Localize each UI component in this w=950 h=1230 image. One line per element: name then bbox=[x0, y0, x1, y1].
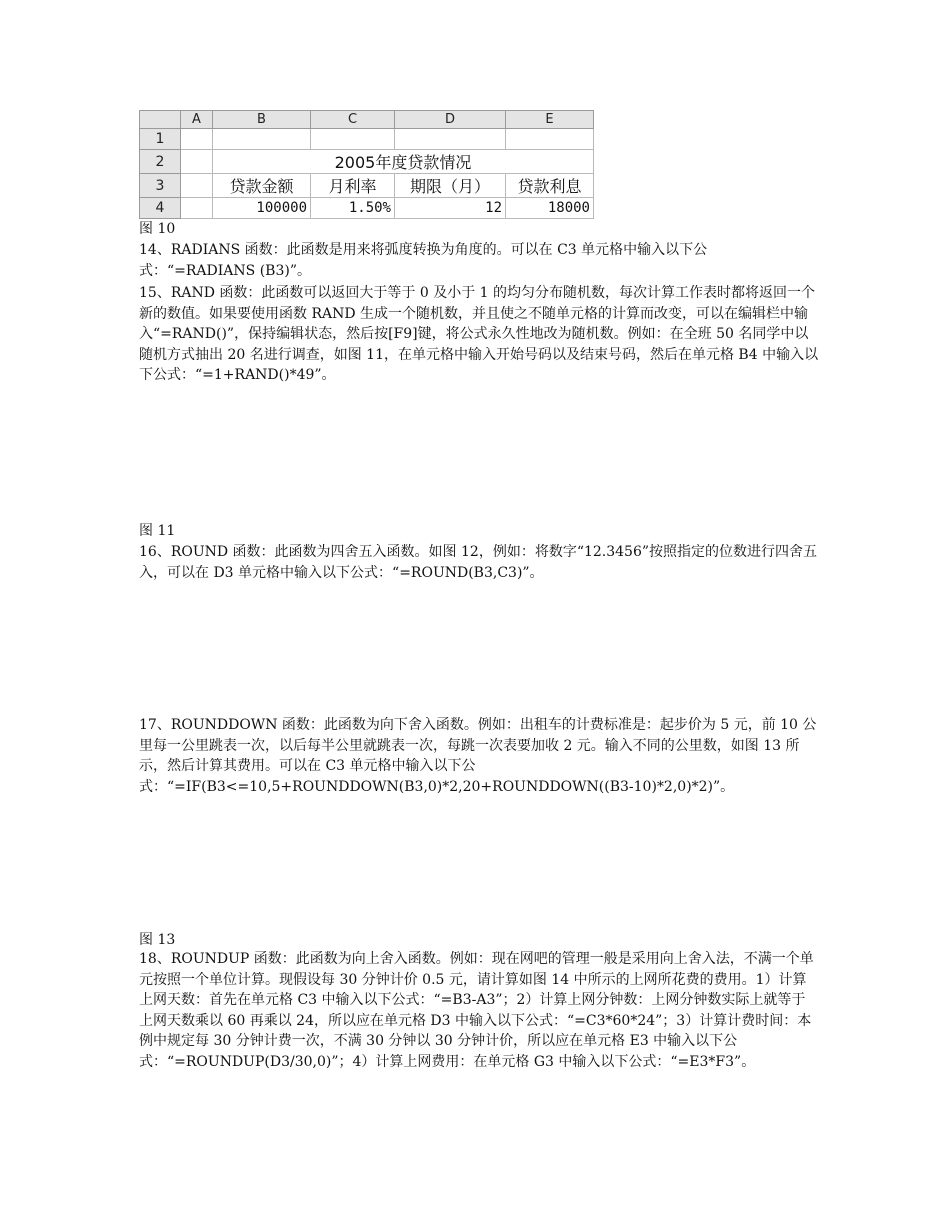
cell-d4: 12 bbox=[395, 198, 506, 219]
paragraph-roundup: 18、ROUNDUP 函数：此函数为向上舍入函数。例如：现在网吧的管理一般是采用向上舍入法，不满一个单元按照一个单位计算。现假设每 30 分钟计价 0.5 元，请计算如图 14 中所示的上网所花费的费用。1）计算上网天数：首先在单元格 C3 中输入以下公式：“=B3-A3”；2）计算上网分钟数：上网分钟数实际上就等于上网天数乘以 60 再乘以 24，所以应在单元格 D3 中输入以下公式：“=C3*60*24”；3）计算计费时间：本例中规定每 30 分钟计费一次，不满 30 分钟以 30 分钟计价，所以应在单元格 E3 中输入以下公式：“=ROUNDUP(D3/30,0)”；4）计算上网费用：在单元格 G3 中输入以下公式：“=E3*F3”。 bbox=[139, 951, 814, 1070]
cell-b3-loan-amount: 贷款金额 bbox=[213, 174, 311, 198]
sheet-row-3 bbox=[140, 174, 594, 198]
figure-caption-13: 图 13 bbox=[139, 932, 176, 948]
cell-e3-interest: 贷款利息 bbox=[506, 174, 594, 198]
paragraph-radians: 14、RADIANS 函数：此函数是用来将弧度转换为角度的。可以在 C3 单元格中输入以下公式：“=RADIANS (B3)”。 bbox=[139, 242, 708, 279]
row-header-2: 2 bbox=[140, 150, 181, 174]
sheet-row-1 bbox=[140, 129, 594, 150]
cell-b4: 100000 bbox=[213, 198, 311, 219]
sheet-row-4 bbox=[140, 198, 594, 219]
spreadsheet-grid bbox=[139, 110, 594, 219]
paragraph-rand: 15、RAND 函数：此函数可以返回大于等于 0 及小于 1 的均匀分布随机数，每次计算工作表时都将返回一个新的数值。如果要使用函数 RAND 生成一个随机数，并且使之不随单元格的计算而改变，可以在编辑栏中输入“=RAND()”，保持编辑状态，然后按[F9]键，将公式永久性地改为随机数。例如：在全班 50 名同学中以随机方式抽出 20 名进行调查，如图 11，在单元格中输入开始号码以及结束号码，然后在单元格 B4 中输入以下公式：“=1+RAND()*49”。 bbox=[139, 285, 819, 383]
cell-a4 bbox=[181, 198, 213, 219]
cell-a3 bbox=[181, 174, 213, 198]
cell-a1 bbox=[181, 129, 213, 150]
sheet-row-2 bbox=[140, 150, 594, 174]
row-header-3: 3 bbox=[140, 174, 181, 198]
figure-caption-10: 图 10 bbox=[139, 221, 176, 237]
column-header-a: A bbox=[181, 111, 213, 129]
row-header-4: 4 bbox=[140, 198, 181, 219]
paragraph-round: 16、ROUND 函数：此函数为四舍五入函数。如图 12，例如：将数字“12.3456”按照指定的位数进行四舍五入，可以在 D3 单元格中输入以下公式：“=ROUND(B3,C3)”。 bbox=[139, 544, 818, 581]
column-header-c: C bbox=[311, 111, 395, 129]
spreadsheet-figure-10 bbox=[139, 110, 593, 218]
corner-cell bbox=[140, 111, 181, 129]
column-header-d: D bbox=[395, 111, 506, 129]
figure-caption-11: 图 11 bbox=[139, 523, 176, 539]
cell-d1 bbox=[395, 129, 506, 150]
cell-a2 bbox=[181, 150, 213, 174]
column-header-e: E bbox=[506, 111, 594, 129]
column-header-b: B bbox=[213, 111, 311, 129]
cell-c3-monthly-rate: 月利率 bbox=[311, 174, 395, 198]
cell-e1 bbox=[506, 129, 594, 150]
paragraph-rounddown: 17、ROUNDDOWN 函数：此函数为向下舍入函数。例如：出租车的计费标准是：起步价为 5 元，前 10 公里每一公里跳表一次，以后每半公里就跳表一次，每跳一次表要加收 2 元。输入不同的公里数，如图 13 所示，然后计算其费用。可以在 C3 单元格中输入以下公式：“=IF(B3<=10,5+ROUNDDOWN(B3,0)*2,20+ROUNDDOWN((B3-10)*2,0)*2)”。 bbox=[139, 717, 817, 795]
cell-d3-term: 期限（月） bbox=[395, 174, 506, 198]
cell-c4: 1.50% bbox=[311, 198, 395, 219]
row-header-1: 1 bbox=[140, 129, 181, 150]
column-header-row bbox=[140, 111, 594, 129]
merged-title-cell: 2005年度贷款情况 bbox=[213, 150, 594, 174]
cell-b1 bbox=[213, 129, 311, 150]
cell-e4: 18000 bbox=[506, 198, 594, 219]
cell-c1 bbox=[311, 129, 395, 150]
